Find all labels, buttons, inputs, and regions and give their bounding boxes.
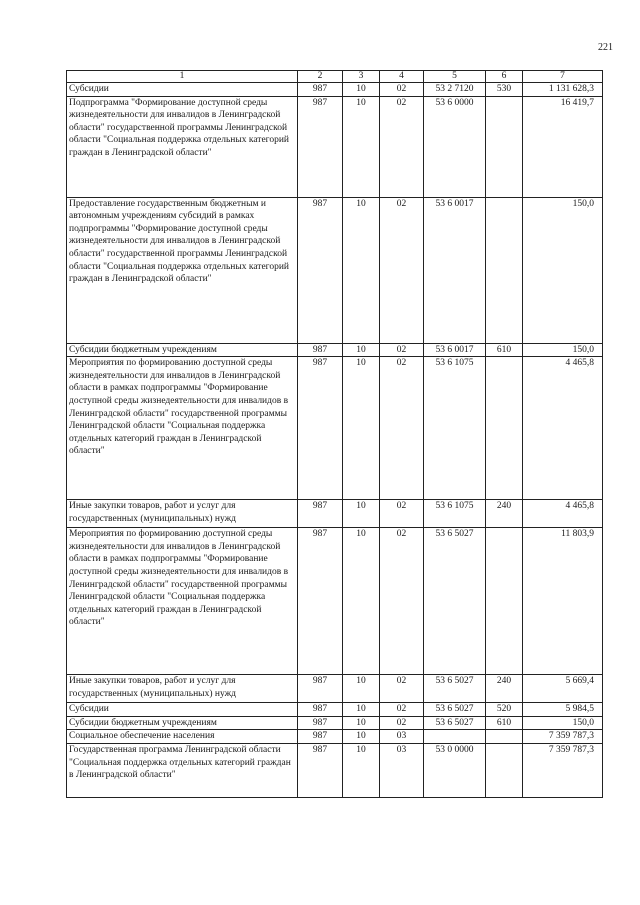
row-vr — [486, 743, 523, 797]
row-csr: 53 6 5027 — [424, 528, 486, 675]
row-pr: 03 — [380, 743, 424, 797]
row-csr: 53 6 1075 — [424, 500, 486, 528]
row-sum: 4 465,8 — [523, 357, 603, 500]
row-ved: 987 — [298, 96, 343, 197]
row-ved: 987 — [298, 730, 343, 744]
header-cell: 7 — [523, 71, 603, 83]
header-cell: 4 — [380, 71, 424, 83]
table-row — [67, 197, 603, 343]
row-vr — [486, 528, 523, 675]
table-row — [67, 96, 603, 197]
header-cell: 3 — [343, 71, 380, 83]
table-row — [67, 528, 603, 675]
row-sum: 150,0 — [523, 197, 603, 343]
row-vr: 240 — [486, 500, 523, 528]
row-vr — [486, 730, 523, 744]
row-name: Предоставление государственным бюджетным и автономным учреждениям субсидий в рамках подпрограммы "Формирование доступной среды жизнедеятельности для инвалидов в Ленинградской области" государственной программы Ленинградской области "Социальная поддержка отдельных категорий граждан в Ленинградской области" — [67, 197, 298, 343]
header-cell: 5 — [424, 71, 486, 83]
row-name: Подпрограмма "Формирование доступной среды жизнедеятельности для инвалидов в Ленинградской области" государственной программы Ленинградской области "Социальная поддержка отдельных категорий граждан в Ленинградской области" — [67, 96, 298, 197]
row-ved: 987 — [298, 500, 343, 528]
row-rz: 10 — [343, 83, 380, 97]
budget-table — [66, 70, 603, 798]
row-pr: 02 — [380, 528, 424, 675]
row-name: Субсидии — [67, 83, 298, 97]
row-rz: 10 — [343, 743, 380, 797]
table-header-row — [67, 71, 603, 83]
row-csr: 53 6 1075 — [424, 357, 486, 500]
header-cell: 1 — [67, 71, 298, 83]
table-row — [67, 675, 603, 703]
row-ved: 987 — [298, 528, 343, 675]
row-csr: 53 6 0000 — [424, 96, 486, 197]
row-csr: 53 0 0000 — [424, 743, 486, 797]
row-csr: 53 6 5027 — [424, 716, 486, 730]
page-number: 221 — [598, 42, 613, 53]
row-ved: 987 — [298, 675, 343, 703]
row-name: Иные закупки товаров, работ и услуг для государственных (муниципальных) нужд — [67, 500, 298, 528]
row-rz: 10 — [343, 96, 380, 197]
row-ved: 987 — [298, 357, 343, 500]
table-row — [67, 716, 603, 730]
table-row — [67, 343, 603, 357]
row-ved: 987 — [298, 343, 343, 357]
row-pr: 02 — [380, 716, 424, 730]
row-csr — [424, 730, 486, 744]
header-cell: 2 — [298, 71, 343, 83]
row-rz: 10 — [343, 197, 380, 343]
row-csr: 53 6 0017 — [424, 343, 486, 357]
row-vr — [486, 357, 523, 500]
table-row — [67, 83, 603, 97]
row-pr: 02 — [380, 675, 424, 703]
row-name: Государственная программа Ленинградской области "Социальная поддержка отдельных категорий граждан в Ленинградской области" — [67, 743, 298, 797]
row-pr: 02 — [380, 703, 424, 717]
row-vr: 240 — [486, 675, 523, 703]
row-sum: 5 669,4 — [523, 675, 603, 703]
row-ved: 987 — [298, 197, 343, 343]
header-cell: 6 — [486, 71, 523, 83]
table-row — [67, 743, 603, 797]
row-name: Мероприятия по формированию доступной среды жизнедеятельности для инвалидов в Ленинградской области в рамках подпрограммы "Формирование доступной среды жизнедеятельности для инвалидов в Ленинградской области" государственной программы Ленинградской области "Социальная поддержка отдельных категорий граждан в Ленинградской области" — [67, 528, 298, 675]
row-sum: 16 419,7 — [523, 96, 603, 197]
row-pr: 03 — [380, 730, 424, 744]
row-rz: 10 — [343, 500, 380, 528]
row-sum: 5 984,5 — [523, 703, 603, 717]
row-csr: 53 2 7120 — [424, 83, 486, 97]
row-name: Субсидии — [67, 703, 298, 717]
row-pr: 02 — [380, 197, 424, 343]
row-ved: 987 — [298, 703, 343, 717]
row-rz: 10 — [343, 357, 380, 500]
row-name: Мероприятия по формированию доступной среды жизнедеятельности для инвалидов в Ленинградской области в рамках подпрограммы "Формирование доступной среды жизнедеятельности для инвалидов в Ленинградской области" государственной программы Ленинградской области "Социальная поддержка отдельных категорий граждан в Ленинградской области" — [67, 357, 298, 500]
row-name: Социальное обеспечение населения — [67, 730, 298, 744]
row-rz: 10 — [343, 703, 380, 717]
row-rz: 10 — [343, 730, 380, 744]
row-rz: 10 — [343, 675, 380, 703]
table-row — [67, 703, 603, 717]
row-name: Субсидии бюджетным учреждениям — [67, 343, 298, 357]
row-pr: 02 — [380, 83, 424, 97]
row-vr: 520 — [486, 703, 523, 717]
row-name: Субсидии бюджетным учреждениям — [67, 716, 298, 730]
row-rz: 10 — [343, 528, 380, 675]
row-vr — [486, 197, 523, 343]
row-csr: 53 6 5027 — [424, 675, 486, 703]
row-vr: 610 — [486, 716, 523, 730]
table-row — [67, 500, 603, 528]
table-row — [67, 357, 603, 500]
row-ved: 987 — [298, 743, 343, 797]
row-rz: 10 — [343, 716, 380, 730]
row-ved: 987 — [298, 83, 343, 97]
row-sum: 150,0 — [523, 716, 603, 730]
row-pr: 02 — [380, 357, 424, 500]
row-name: Иные закупки товаров, работ и услуг для государственных (муниципальных) нужд — [67, 675, 298, 703]
row-sum: 1 131 628,3 — [523, 83, 603, 97]
row-csr: 53 6 0017 — [424, 197, 486, 343]
row-sum: 11 803,9 — [523, 528, 603, 675]
row-pr: 02 — [380, 343, 424, 357]
row-sum: 150,0 — [523, 343, 603, 357]
row-rz: 10 — [343, 343, 380, 357]
row-ved: 987 — [298, 716, 343, 730]
row-sum: 4 465,8 — [523, 500, 603, 528]
row-sum: 7 359 787,3 — [523, 743, 603, 797]
row-vr — [486, 96, 523, 197]
row-vr: 610 — [486, 343, 523, 357]
row-pr: 02 — [380, 500, 424, 528]
table-row — [67, 730, 603, 744]
row-pr: 02 — [380, 96, 424, 197]
row-vr: 530 — [486, 83, 523, 97]
row-csr: 53 6 5027 — [424, 703, 486, 717]
row-sum: 7 359 787,3 — [523, 730, 603, 744]
